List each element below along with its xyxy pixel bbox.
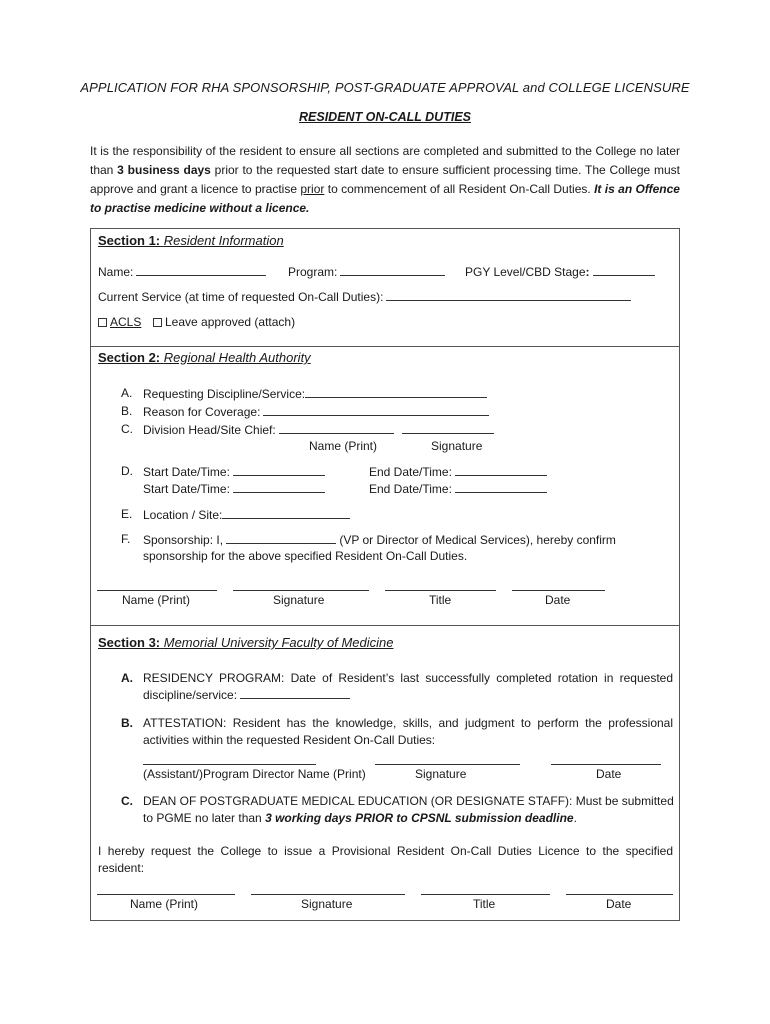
pgy-input-line[interactable] <box>593 264 655 276</box>
section3-heading <box>98 635 393 650</box>
requesting-discipline-line[interactable] <box>305 386 487 398</box>
college-date-sig-line[interactable] <box>566 894 673 895</box>
reason-coverage-line[interactable] <box>263 404 489 416</box>
letter-c: C. <box>121 422 133 436</box>
college-signature-sig-line[interactable] <box>251 894 405 895</box>
division-head-name-line[interactable] <box>279 422 394 434</box>
attestation-text: ATTESTATION: Resident has the knowledge, skills, and judgment to perform the professional activities within the requested Resident On-Call Duties: <box>143 716 673 747</box>
pgy-colon: : <box>585 265 590 279</box>
start-datetime-field-1[interactable] <box>143 464 325 479</box>
residency-program-field[interactable] <box>143 670 673 704</box>
rha-title-caption: Title <box>429 593 452 607</box>
name-input-line[interactable] <box>136 264 266 276</box>
name-label: Name: <box>98 265 134 279</box>
intro-underline-prior: prior <box>300 182 325 196</box>
letter-f: F. <box>121 532 131 546</box>
end-datetime-field-2[interactable] <box>369 481 547 496</box>
requesting-discipline-field[interactable] <box>143 386 487 401</box>
program-director-signature-line[interactable] <box>375 764 520 765</box>
intro-text-1: It is the responsibility of the resident to ensure all sections are completed and submitted to the College no later than <box>90 144 680 177</box>
section3-title: Memorial University Faculty of Medicine <box>163 635 394 650</box>
program-director-date-caption: Date <box>596 767 622 781</box>
residency-program-text: RESIDENCY PROGRAM: Date of Resident’s last successfully completed rotation in requested discipline/service: <box>143 671 673 702</box>
form-title: APPLICATION FOR RHA SPONSORSHIP, POST-GRADUATE APPROVAL and COLLEGE LICENSURE <box>80 80 690 95</box>
rha-signature-sig-line[interactable] <box>233 590 369 591</box>
pgy-level-field[interactable] <box>465 264 655 279</box>
letter-d: D. <box>121 464 133 478</box>
acls-checkbox-box[interactable] <box>98 318 107 327</box>
intro-bold-deadline: 3 business days <box>117 163 211 177</box>
section1-label: Section 1: <box>98 233 161 248</box>
resident-name-field[interactable] <box>98 264 266 279</box>
program-label: Program: <box>288 265 338 279</box>
program-field[interactable] <box>288 264 445 279</box>
section1-title: Resident Information <box>163 233 284 248</box>
rha-date-sig-line[interactable] <box>512 590 605 591</box>
intro-text-3: to commencement of all Resident On-Call Duties. <box>324 182 595 196</box>
division-head-label: Division Head/Site Chief: <box>143 423 276 437</box>
division-head-signature-line[interactable] <box>402 422 494 434</box>
section1-heading <box>98 233 284 248</box>
dean-text-end: . <box>573 811 577 825</box>
leave-label: Leave approved (attach) <box>165 315 296 329</box>
letter-e: E. <box>121 507 133 521</box>
location-site-field[interactable] <box>143 507 350 522</box>
leave-checkbox-box[interactable] <box>153 318 162 327</box>
pgy-label: PGY Level/CBD Stage <box>465 265 586 279</box>
college-name-sig-line[interactable] <box>97 894 235 895</box>
sponsorship-field[interactable] <box>143 532 616 547</box>
rha-date-caption: Date <box>545 593 571 607</box>
rha-signature-caption: Signature <box>273 593 325 607</box>
end-line-1[interactable] <box>455 464 547 476</box>
section3-letter-c: C. <box>121 794 133 808</box>
dean-pgme-text <box>143 793 678 827</box>
rha-name-caption: Name (Print) <box>122 593 191 607</box>
section3-letter-a: A. <box>121 671 133 685</box>
sponsor-name-line[interactable] <box>226 532 336 544</box>
leave-approved-checkbox[interactable] <box>153 315 295 329</box>
start-line-1[interactable] <box>233 464 325 476</box>
rha-name-sig-line[interactable] <box>97 590 217 591</box>
sponsorship-text-2: sponsorship for the above specified Resident On-Call Duties. <box>143 549 468 563</box>
intro-paragraph <box>90 142 680 218</box>
acls-label: ACLS <box>110 315 142 329</box>
start-datetime-field-2[interactable] <box>143 481 325 496</box>
college-name-caption: Name (Print) <box>130 897 199 911</box>
residency-program-line[interactable] <box>240 687 350 699</box>
program-director-name-caption: (Assistant/)Program Director Name (Print) <box>143 767 366 781</box>
form-box <box>90 228 680 921</box>
college-signature-caption: Signature <box>301 897 353 911</box>
letter-a: A. <box>121 386 133 400</box>
college-title-caption: Title <box>473 897 496 911</box>
current-service-field[interactable] <box>98 289 631 304</box>
section2-label: Section 2: <box>98 350 161 365</box>
division-signature-caption: Signature <box>431 439 483 453</box>
end-label-2: End Date/Time: <box>369 482 452 496</box>
college-request-text: I hereby request the College to issue a Provisional Resident On-Call Duties Licence to the specified resident: <box>98 844 673 875</box>
section3-letter-b: B. <box>121 716 133 730</box>
start-line-2[interactable] <box>233 481 325 493</box>
current-service-input-line[interactable] <box>386 289 631 301</box>
form-subtitle: RESIDENT ON-CALL DUTIES <box>299 110 471 124</box>
intro-offence-warning: It is an Offence to practise medicine without a licence. <box>90 182 680 215</box>
program-director-date-line[interactable] <box>551 764 661 765</box>
section3-label: Section 3: <box>98 635 161 650</box>
section-divider-2 <box>91 625 679 626</box>
current-service-label: Current Service (at time of requested On-Call Duties): <box>98 290 384 304</box>
end-line-2[interactable] <box>455 481 547 493</box>
dean-text: DEAN OF POSTGRADUATE MEDICAL EDUCATION (OR DESIGNATE STAFF): Must be submitted to PGME no later than <box>143 794 674 825</box>
end-datetime-field-1[interactable] <box>369 464 547 479</box>
sponsorship-text-1: (VP or Director of Medical Services), hereby confirm <box>339 533 616 547</box>
division-name-print-caption: Name (Print) <box>309 439 378 453</box>
end-label-1: End Date/Time: <box>369 465 452 479</box>
college-date-caption: Date <box>606 897 632 911</box>
dean-deadline-text: 3 working days PRIOR to CPSNL submission deadline <box>265 811 574 825</box>
requesting-discipline-label: Requesting Discipline/Service: <box>143 387 306 401</box>
letter-b: B. <box>121 404 133 418</box>
reason-coverage-label: Reason for Coverage: <box>143 405 261 419</box>
section2-heading <box>98 350 311 365</box>
start-label-1: Start Date/Time: <box>143 465 230 479</box>
location-site-label: Location / Site: <box>143 508 223 522</box>
program-director-signature-caption: Signature <box>415 767 467 781</box>
section-divider-1 <box>91 346 679 347</box>
college-title-sig-line[interactable] <box>421 894 550 895</box>
start-label-2: Start Date/Time: <box>143 482 230 496</box>
sponsorship-label: Sponsorship: I, <box>143 533 224 547</box>
section2-title: Regional Health Authority <box>163 350 311 365</box>
program-input-line[interactable] <box>340 264 445 276</box>
rha-title-sig-line[interactable] <box>385 590 496 591</box>
division-head-field[interactable] <box>143 422 494 437</box>
intro-text-2: prior to the requested start date to ensure sufficient processing time. The College must approve and grant a licence to practise <box>90 163 680 196</box>
reason-coverage-field[interactable] <box>143 404 489 419</box>
location-site-line[interactable] <box>222 507 350 519</box>
program-director-name-line[interactable] <box>143 764 316 765</box>
acls-checkbox[interactable] <box>98 315 141 329</box>
